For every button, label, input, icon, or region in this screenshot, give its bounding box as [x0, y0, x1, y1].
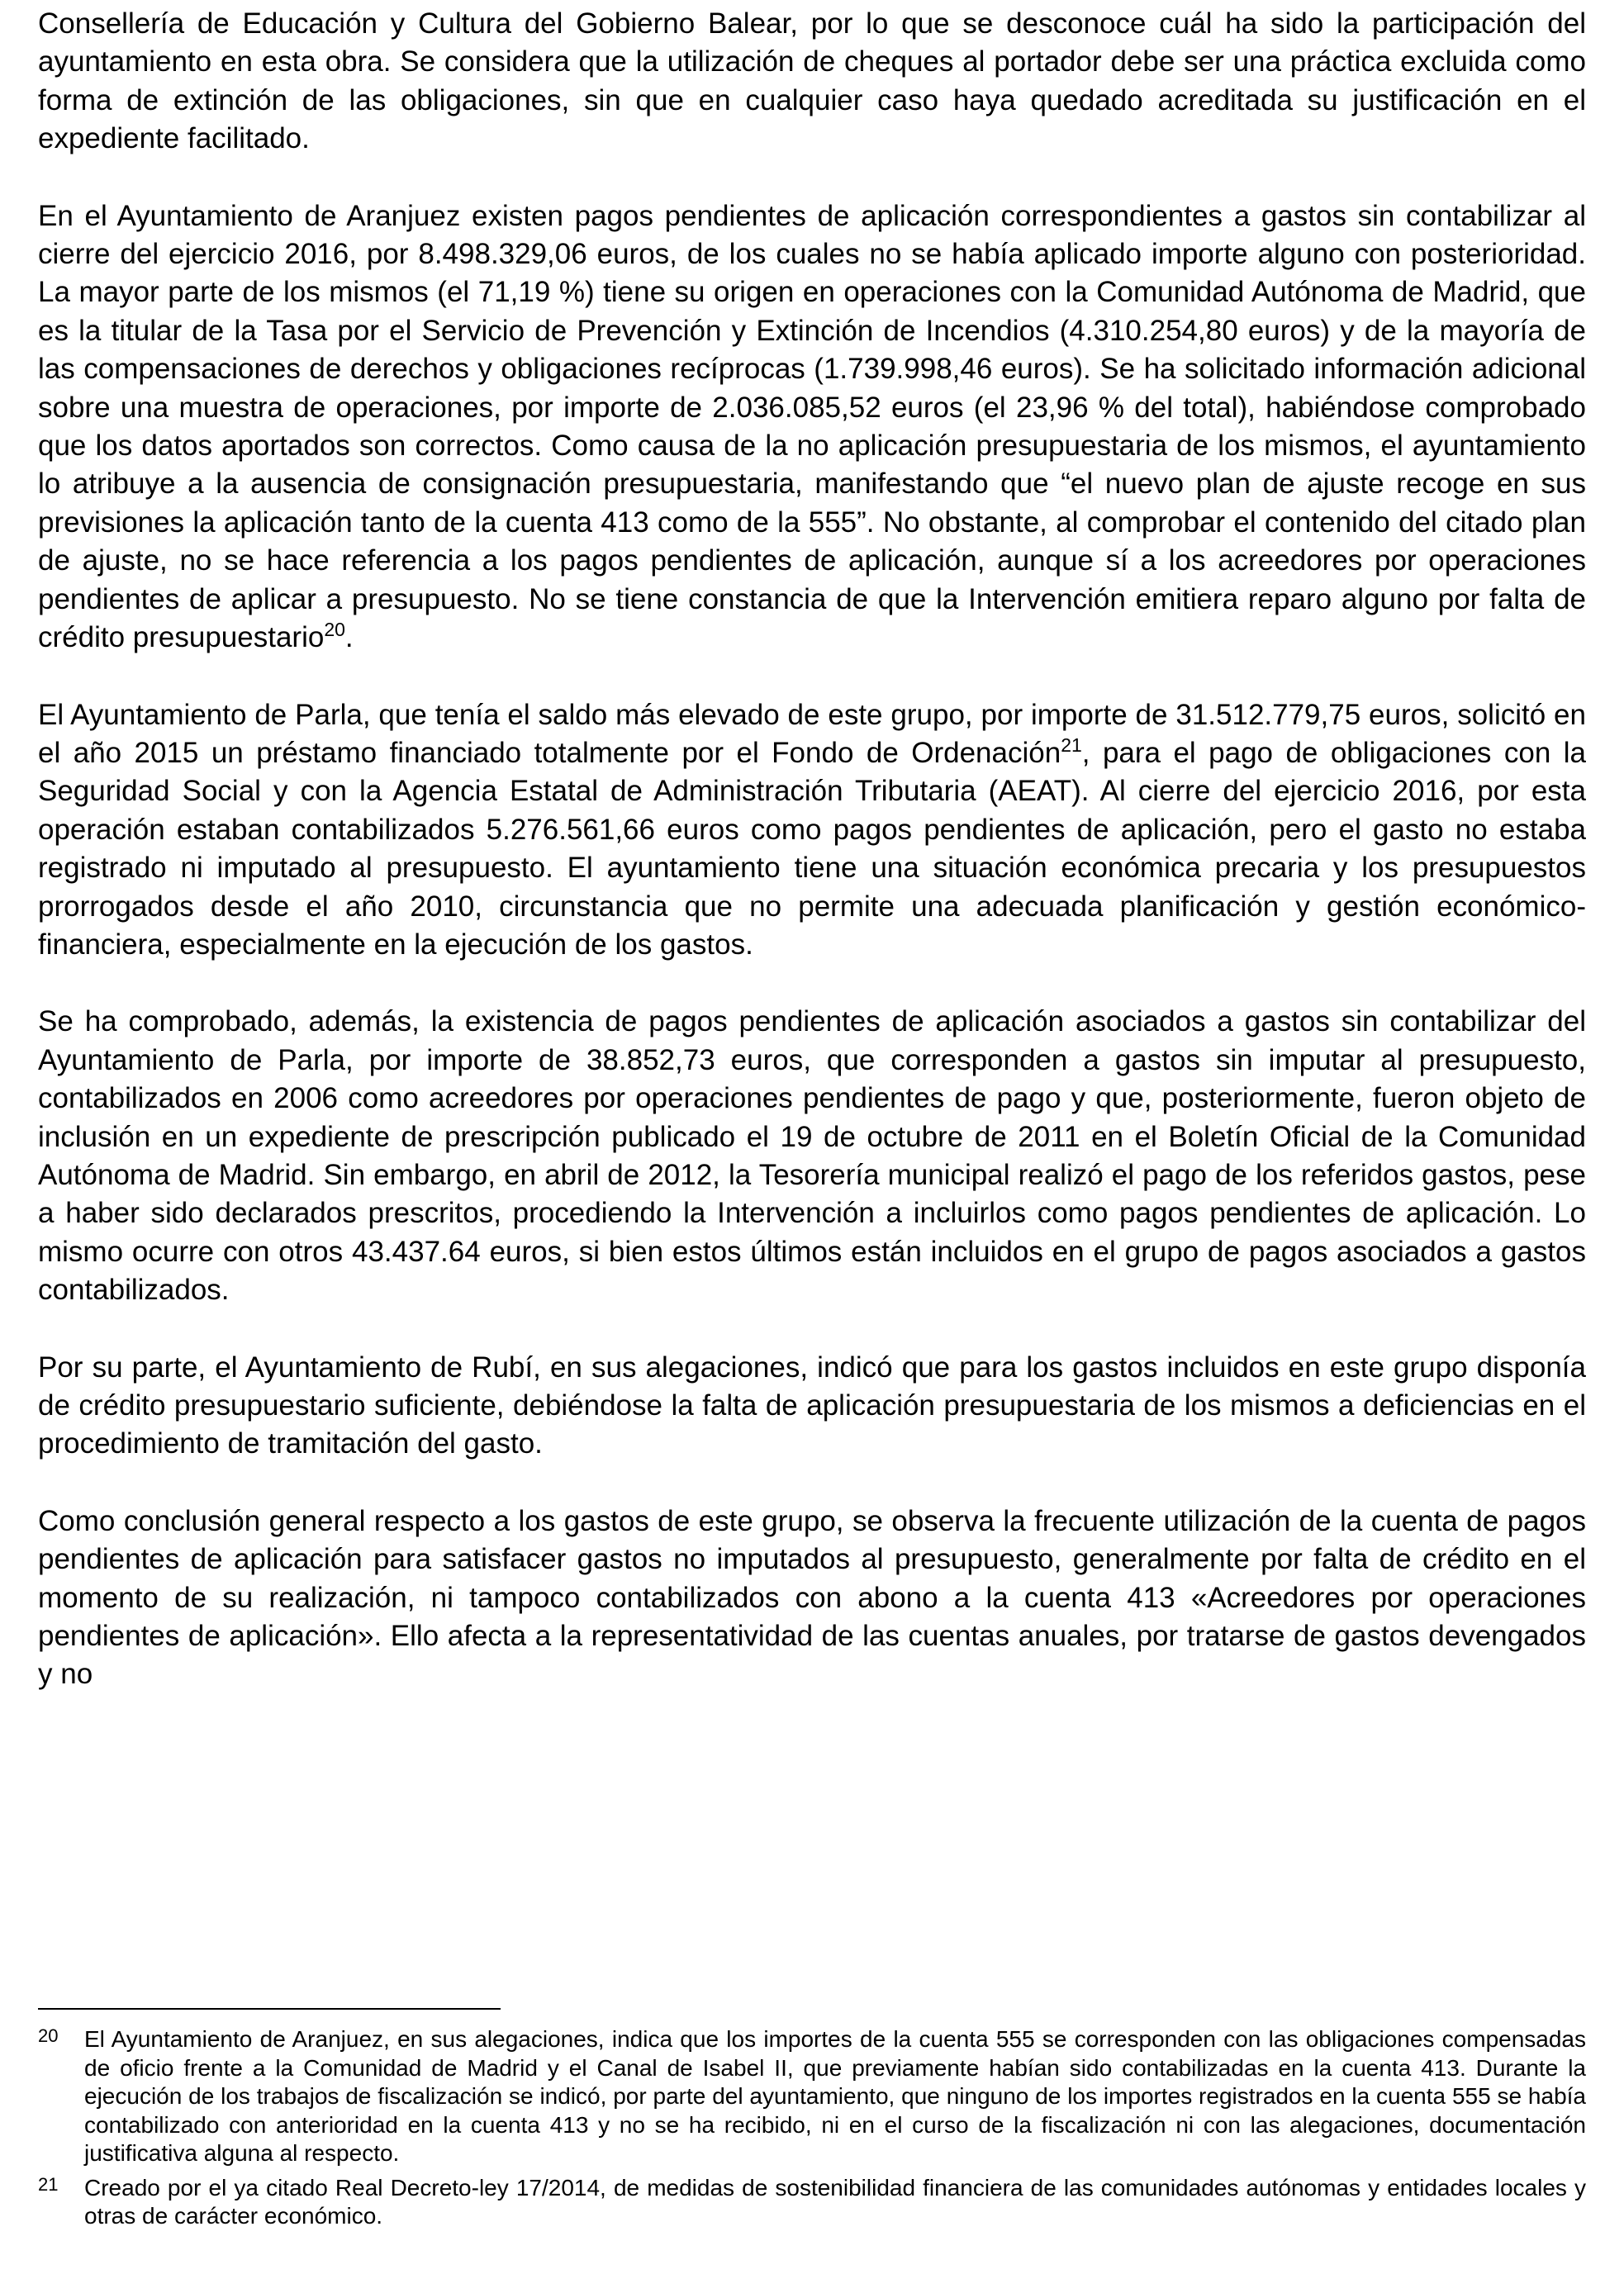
footnote-ref-21[interactable]: 21 [1061, 733, 1082, 756]
footnote-divider [38, 2008, 501, 2010]
document-body [38, 5, 1586, 1694]
footnote-number: 21 [38, 2173, 59, 2195]
paragraph-spacer [38, 658, 1586, 696]
paragraph-parla-prescripcion [38, 1003, 1586, 1309]
paragraph-text: El Ayuntamiento de Parla, que tenía el saldo más elevado de este grupo, por importe de 31.512.779,75 euros, solicitó en el año 2015 un préstamo financiado totalmente por el Fondo de Ordenación [38, 698, 1586, 769]
paragraph-conclusion [38, 1503, 1586, 1694]
footnote-20 [38, 2025, 1586, 2168]
paragraph-spacer [38, 1464, 1586, 1503]
footnote-21 [38, 2174, 1586, 2231]
paragraph-spacer [38, 964, 1586, 1003]
paragraph-cheques-portador [38, 5, 1586, 159]
paragraph-rubi [38, 1349, 1586, 1464]
footnotes-section [38, 2025, 1586, 2237]
paragraph-text-tail: . [344, 621, 354, 654]
paragraph-text: Como conclusión general respecto a los gastos de este grupo, se observa la frecuente utilización de la cuenta de pagos pendientes de aplicación para satisfacer gastos no imputados al presupuesto, generalmente por falta de crédito en el momento de su realización, ni tampoco contabilizados con abono a la cuenta 413 «Acreedores por operaciones pendientes de aplicación». Ello afecta a la representatividad de las cuentas anuales, por tratarse de gastos devengados y no [38, 1504, 1586, 1691]
paragraph-text: Por su parte, el Ayuntamiento de Rubí, en sus alegaciones, indicó que para los gastos incluidos en este grupo disponía de crédito presupuestario suficiente, debiéndose la falta de aplicación presupuestaria de los mismos a deficiencias en el procedimiento de tramitación del gasto. [38, 1351, 1586, 1460]
paragraph-parla [38, 696, 1586, 965]
paragraph-spacer [38, 159, 1586, 197]
paragraph-text: En el Ayuntamiento de Aranjuez existen pagos pendientes de aplicación correspondientes a gastos sin contabilizar al cierre del ejercicio 2016, por 8.498.329,06 euros, de los cuales no se había aplicado importe alguno con posterioridad. La mayor parte de los mismos (el 71,19 %) tiene su origen en operaciones con la Comunidad Autónoma de Madrid, que es la titular de la Tasa por el Servicio de Prevención y Extinción de Incendios (4.310.254,80 euros) y de la mayoría de las compensaciones de derechos y obligaciones recíprocas (1.739.998,46 euros). Se ha solicitado información adicional sobre una muestra de operaciones, por importe de 2.036.085,52 euros (el 23,96 % del total), habiéndose comprobado que los datos aportados son correctos. Como causa de la no aplicación presupuestaria de los mismos, el ayuntamiento lo atribuye a la ausencia de consignación presupuestaria, manifestando que “el nuevo plan de ajuste recoge en sus previsiones la aplicación tanto de la cuenta 413 como de la 555”. No obstante, al comprobar el contenido del citado plan de ajuste, no se hace referencia a los pagos pendientes de aplicación, aunque sí a los acreedores por operaciones pendientes de aplicar a presupuesto. No se tiene constancia de que la Intervención emitiera reparo alguno por falta de crédito presupuestario [38, 199, 1586, 654]
footnote-number: 20 [38, 2025, 59, 2046]
paragraph-text-tail: , para el pago de obligaciones con la Seguridad Social y con la Agencia Estatal de Administración Tributaria (AEAT). Al cierre del ejercicio 2016, por esta operación estaban contabilizados 5.276.561,66 euros como pagos pendientes de aplicación, pero el gasto no estaba registrado ni imputado al presupuesto. El ayuntamiento tiene una situación económica precaria y los presupuestos prorrogados desde el año 2010, circunstancia que no permite una adecuada planificación y gestión económico-financiera, especialmente en la ejecución de los gastos. [38, 736, 1586, 961]
footnote-text: El Ayuntamiento de Aranjuez, en sus alegaciones, indica que los importes de la cuenta 555 se corresponden con las obligaciones compensadas de oficio frente a la Comunidad de Madrid y el Canal de Isabel II, que previamente habían sido contabilizadas en la cuenta 413. Durante la ejecución de los trabajos de fiscalización se indicó, por parte del ayuntamiento, que ninguno de los importes registrados en la cuenta 555 se había contabilizado con anterioridad en la cuenta 413 y no se ha recibido, ni en el curso de la fiscalización ni con las alegaciones, documentación justificativa alguna al respecto. [84, 2026, 1586, 2166]
footnote-ref-20[interactable]: 20 [324, 619, 345, 641]
paragraph-spacer [38, 1310, 1586, 1349]
paragraph-text: Consellería de Educación y Cultura del Gobierno Balear, por lo que se desconoce cuál ha sido la participación del ayuntamiento en esta obra. Se considera que la utilización de cheques al portador debe ser una práctica excluida como forma de extinción de las obligaciones, sin que en cualquier caso haya quedado acreditada su justificación en el expediente facilitado. [38, 7, 1586, 155]
footnote-text: Creado por el ya citado Real Decreto-ley 17/2014, de medidas de sostenibilidad financiera de las comunidades autónomas y entidades locales y otras de carácter económico. [84, 2174, 1586, 2229]
paragraph-aranjuez [38, 197, 1586, 658]
paragraph-text: Se ha comprobado, además, la existencia de pagos pendientes de aplicación asociados a gastos sin contabilizar del Ayuntamiento de Parla, por importe de 38.852,73 euros, que corresponden a gastos sin imputar al presupuesto, contabilizados en 2006 como acreedores por operaciones pendientes de pago y que, posteriormente, fueron objeto de inclusión en un expediente de prescripción publicado el 19 de octubre de 2011 en el Boletín Oficial de la Comunidad Autónoma de Madrid. Sin embargo, en abril de 2012, la Tesorería municipal realizó el pago de los referidos gastos, pese a haber sido declarados prescritos, procediendo la Intervención a incluirlos como pagos pendientes de aplicación. Lo mismo ocurre con otros 43.437.64 euros, si bien estos últimos están incluidos en el grupo de pagos asociados a gastos contabilizados. [38, 1005, 1586, 1307]
